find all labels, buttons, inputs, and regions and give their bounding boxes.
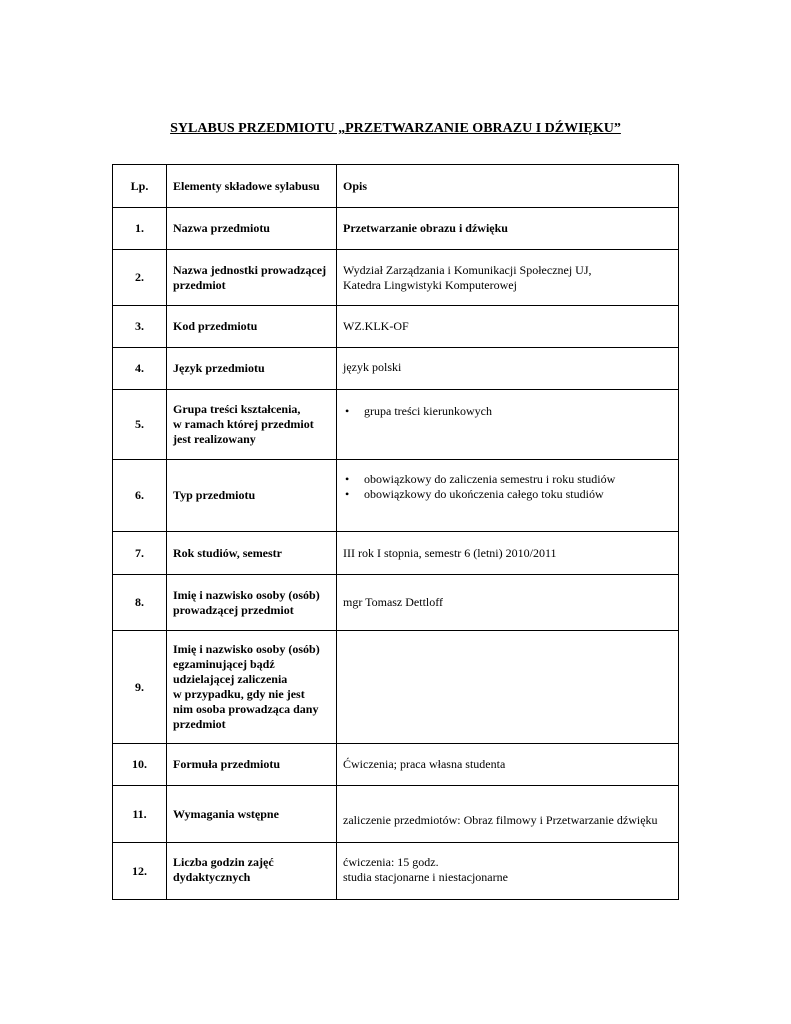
row-element: Imię i nazwisko osoby (osób) egzaminującej bądź udzielającej zaliczenia w przypadku, gdy nie jest nim osoba prowadząca dany przedmiot: [167, 631, 337, 744]
row-number: 5.: [113, 390, 167, 460]
row-number: 11.: [113, 786, 167, 843]
row-number: 4.: [113, 348, 167, 390]
row-number: 6.: [113, 460, 167, 532]
list-item: • grupa treści kierunkowych: [345, 404, 492, 418]
row-description: Przetwarzanie obrazu i dźwięku: [337, 208, 679, 250]
table-row: [113, 390, 679, 460]
row-element: Nazwa przedmiotu: [167, 208, 337, 250]
row-description: Wydział Zarządzania i Komunikacji Społecznej UJ, Katedra Lingwistyki Komputerowej: [337, 250, 679, 306]
header-number: Lp.: [113, 165, 167, 208]
row-element: Rok studiów, semestr: [167, 532, 337, 575]
row-description: zaliczenie przedmiotów: Obraz filmowy i Przetwarzanie dźwięku: [337, 786, 679, 843]
bullet-icon: •: [345, 487, 350, 501]
table-row: [113, 306, 679, 348]
bullet-list: [343, 472, 672, 502]
document-title: SYLABUS PRZEDMIOTU „PRZETWARZANIE OBRAZU I DŹWIĘKU”: [170, 121, 621, 136]
row-description: WZ.KLK-OF: [337, 306, 679, 348]
table-row: [113, 631, 679, 744]
row-element: Imię i nazwisko osoby (osób) prowadzącej przedmiot: [167, 575, 337, 631]
row-description: [337, 390, 679, 460]
row-description: ćwiczenia: 15 godz. studia stacjonarne i niestacjonarne: [337, 843, 679, 900]
row-element: Nazwa jednostki prowadzącej przedmiot: [167, 250, 337, 306]
row-number: 10.: [113, 744, 167, 786]
row-number: 9.: [113, 631, 167, 744]
table-row: [113, 786, 679, 843]
list-item: • obowiązkowy do ukończenia całego toku studiów: [345, 487, 604, 501]
row-number: 3.: [113, 306, 167, 348]
row-element: Wymagania wstępne: [167, 786, 337, 843]
row-element: Grupa treści kształcenia, w ramach której przedmiot jest realizowany: [167, 390, 337, 460]
bullet-icon: •: [345, 472, 350, 486]
table-row: [113, 532, 679, 575]
row-description: III rok I stopnia, semestr 6 (letni) 2010/2011: [337, 532, 679, 575]
row-number: 1.: [113, 208, 167, 250]
syllabus-table: [112, 164, 679, 900]
table-row: [113, 575, 679, 631]
table-header-row: [113, 165, 679, 208]
header-element: Elementy składowe sylabusu: [167, 165, 337, 208]
row-number: 7.: [113, 532, 167, 575]
header-description: Opis: [337, 165, 679, 208]
row-number: 8.: [113, 575, 167, 631]
table-row: [113, 843, 679, 900]
row-description-empty: [337, 631, 679, 744]
bullet-icon: •: [345, 404, 350, 418]
bullet-list: [343, 404, 672, 419]
row-element: Język przedmiotu: [167, 348, 337, 390]
row-element: Kod przedmiotu: [167, 306, 337, 348]
table-row: [113, 460, 679, 532]
row-description: mgr Tomasz Dettloff: [337, 575, 679, 631]
row-element: Liczba godzin zajęć dydaktycznych: [167, 843, 337, 900]
table-row: [113, 208, 679, 250]
row-number: 2.: [113, 250, 167, 306]
row-description: Ćwiczenia; praca własna studenta: [337, 744, 679, 786]
row-number: 12.: [113, 843, 167, 900]
row-element: Typ przedmiotu: [167, 460, 337, 532]
table-row: [113, 348, 679, 390]
list-item: • obowiązkowy do zaliczenia semestru i roku studiów: [345, 472, 616, 486]
table-row: [113, 744, 679, 786]
row-description: [337, 460, 679, 532]
row-element: Formuła przedmiotu: [167, 744, 337, 786]
row-description: język polski: [337, 348, 679, 390]
table-row: [113, 250, 679, 306]
